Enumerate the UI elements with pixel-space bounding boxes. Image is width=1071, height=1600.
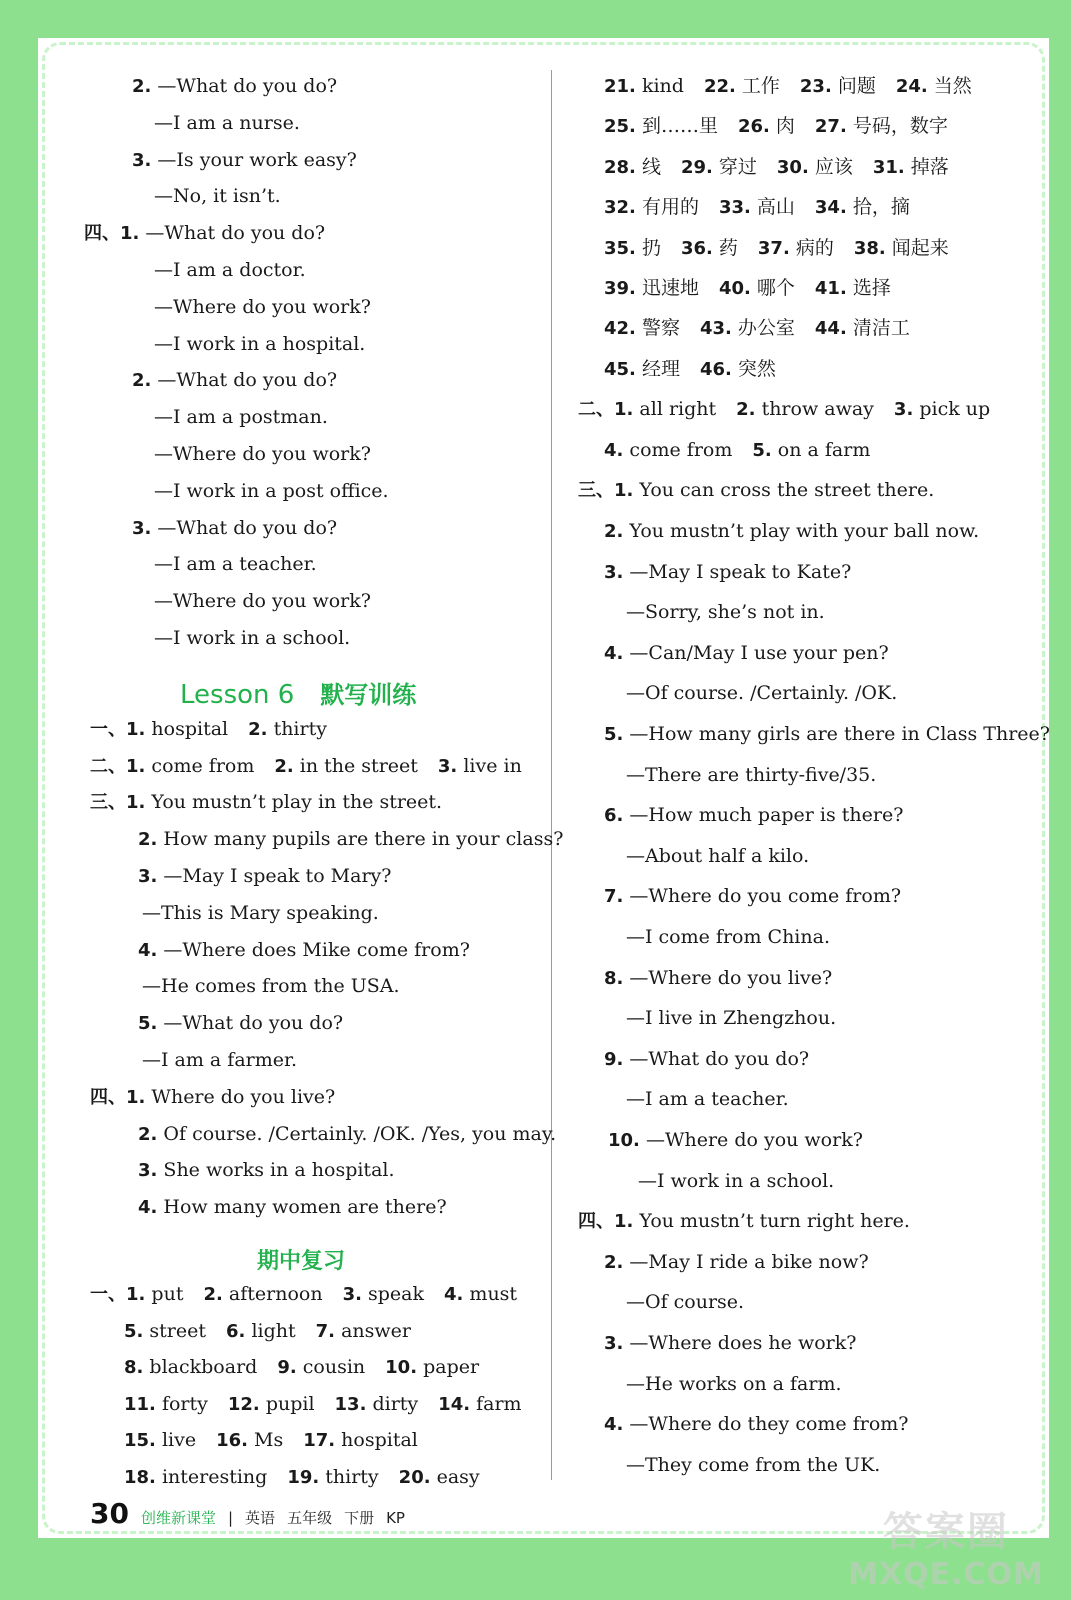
right-answer-line — [604, 560, 851, 585]
answer-text: come from — [151, 754, 255, 777]
item-number: 四、1. — [84, 223, 140, 245]
answer-text: thirty — [325, 1466, 379, 1488]
footer-separator: | — [227, 1509, 234, 1527]
footer-brand: 创维新课堂 — [140, 1509, 216, 1527]
item-number: 30. — [776, 156, 809, 178]
lesson6-answer-line — [138, 1122, 556, 1147]
right-answer-line — [604, 803, 903, 828]
left-answer-line — [154, 442, 371, 466]
item-number: 2. — [138, 829, 158, 851]
item-number: 17. — [303, 1430, 336, 1452]
item-number: 39. — [604, 278, 636, 299]
right-answer-line — [604, 438, 870, 463]
answer-text: —Where do you work? — [154, 295, 371, 318]
item-number: 一、1. — [90, 1284, 146, 1305]
left-answer-line — [154, 332, 365, 356]
watermark-logo — [848, 1500, 1044, 1592]
lesson6-answer-line — [138, 864, 391, 889]
answer-text: 到……里 — [641, 115, 718, 138]
lesson6-answer-line — [138, 827, 563, 852]
item-number: 2. — [132, 76, 152, 97]
item-number: 三、1. — [578, 480, 634, 502]
watermark-line1: 答案圈 — [883, 1509, 1009, 1555]
lesson6-answer-line — [90, 790, 442, 815]
answer-text: —What do you do? — [157, 75, 338, 97]
answer-text: 肉 — [775, 115, 795, 138]
item-number: 10. — [608, 1130, 640, 1151]
answer-text: afternoon — [228, 1283, 323, 1305]
answer-text: easy — [436, 1466, 480, 1488]
answer-text: —What do you do? — [145, 222, 326, 245]
answer-text: dirty — [372, 1392, 419, 1415]
item-number: 31. — [872, 156, 905, 178]
answer-text: —I am a doctor. — [154, 259, 306, 281]
right-answer-line — [604, 236, 949, 261]
item-number: 14. — [438, 1393, 471, 1415]
answer-text: —He works on a farm. — [626, 1372, 842, 1395]
midterm-answer-line — [90, 1282, 517, 1307]
right-answer-line — [604, 641, 889, 666]
lesson6-heading — [180, 675, 416, 710]
answer-text: 选择 — [852, 277, 891, 299]
item-number: 3. — [132, 149, 152, 171]
right-answer-line — [626, 1290, 744, 1314]
right-answer-line — [578, 397, 990, 422]
right-answer-line — [604, 74, 972, 99]
left-answer-line — [154, 295, 371, 319]
lesson-label: Lesson 6 — [180, 679, 295, 710]
left-answer-line — [84, 221, 325, 246]
answer-text: throw away — [761, 398, 874, 421]
answer-text: 办公室 — [737, 317, 795, 340]
lesson6-answer-line — [138, 1011, 343, 1036]
right-answer-line — [604, 1047, 809, 1072]
answer-text: She works in a hospital. — [163, 1159, 395, 1182]
answer-text: hospital — [151, 717, 229, 740]
answer-text: —Where do you work? — [154, 590, 371, 613]
answer-text: —Is your work easy? — [157, 148, 357, 171]
footer-term: 下册 — [344, 1509, 375, 1527]
item-number: 43. — [699, 318, 732, 340]
item-number: 4. — [604, 439, 624, 461]
item-number: 4. — [138, 939, 158, 961]
right-answer-line — [626, 681, 897, 705]
answer-text: —Where does he work? — [629, 1332, 857, 1354]
footer-edition: KP — [386, 1509, 405, 1527]
item-number: 16. — [216, 1430, 248, 1452]
item-number: 19. — [287, 1467, 320, 1488]
page-footer — [90, 1497, 405, 1530]
answer-text: 掉落 — [910, 155, 949, 178]
right-answer-line — [608, 1128, 863, 1153]
answer-text: —Of course. /Certainly. /OK. — [626, 682, 898, 705]
right-answer-line — [604, 884, 901, 909]
answer-text: light — [251, 1319, 296, 1342]
item-number: 二、1. — [90, 755, 146, 777]
item-number: 9. — [277, 1357, 297, 1379]
answer-text: —Where do you work? — [645, 1129, 863, 1151]
answer-text: Of course. /Certainly. /OK. /Yes, you may. — [163, 1122, 557, 1145]
lesson6-answer-line — [142, 974, 400, 998]
answer-text: —May I speak to Kate? — [629, 560, 852, 583]
item-number: 8. — [124, 1357, 144, 1379]
item-number: 3. — [604, 561, 624, 583]
item-number: 3. — [342, 1284, 362, 1305]
item-number: 2. — [604, 521, 624, 542]
answer-text: —I am a teacher. — [154, 553, 317, 576]
left-answer-line — [154, 589, 371, 613]
answer-text: —What do you do? — [629, 1047, 810, 1070]
answer-text: —What do you do? — [163, 1012, 344, 1035]
item-number: 3. — [132, 517, 152, 539]
lesson6-answer-line — [138, 1195, 447, 1220]
answer-text: —Where do you come from? — [629, 885, 902, 908]
right-answer-line — [604, 357, 776, 382]
right-answer-line — [604, 966, 832, 991]
item-number: 15. — [124, 1430, 156, 1452]
right-answer-line — [626, 925, 830, 949]
answer-text: 穿过 — [718, 155, 757, 178]
item-number: 5. — [124, 1320, 144, 1342]
item-number: 18. — [124, 1467, 156, 1488]
midterm-answer-line — [124, 1465, 480, 1490]
answer-text: —I live in Zhengzhou. — [626, 1007, 837, 1030]
item-number: 3. — [437, 755, 458, 777]
item-number: 21. — [604, 76, 636, 97]
item-number: 2. — [604, 1251, 624, 1273]
answer-text: You mustn’t play with your ball now. — [629, 520, 980, 542]
item-number: 2. — [248, 718, 268, 740]
answer-text: —Where do you work? — [154, 443, 371, 465]
answer-text: —They come from the UK. — [626, 1453, 881, 1476]
item-number: 4. — [138, 1197, 158, 1219]
left-answer-line — [154, 111, 300, 135]
item-number: 2. — [736, 399, 756, 421]
answer-text: 清洁工 — [852, 317, 910, 340]
answer-text: answer — [341, 1319, 411, 1342]
right-answer-line — [604, 316, 910, 341]
answer-text: —This is Mary speaking. — [142, 901, 379, 924]
answer-text: 哪个 — [756, 277, 795, 299]
answer-text: —I come from China. — [626, 926, 830, 948]
item-number: 23. — [799, 76, 832, 97]
answer-text: 迅速地 — [641, 277, 699, 299]
answer-text: —There are thirty-five/35. — [626, 763, 877, 786]
item-number: 29. — [680, 156, 713, 178]
left-answer-line — [154, 184, 281, 208]
answer-text: come from — [629, 438, 733, 461]
item-number: 26. — [737, 116, 770, 138]
answer-text: 当然 — [933, 75, 972, 97]
answer-text: —Where do they come from? — [629, 1413, 909, 1436]
item-number: 34. — [814, 197, 847, 219]
answer-text: You mustn’t play in the street. — [151, 791, 443, 814]
answer-text: —Where do you live? — [629, 966, 833, 989]
right-answer-line — [578, 1209, 910, 1234]
answer-text: 病的 — [795, 236, 834, 259]
footer-grade: 五年级 — [287, 1509, 333, 1527]
answer-text: cousin — [302, 1356, 366, 1379]
answer-text: —I am a nurse. — [154, 111, 300, 134]
right-answer-line — [604, 1331, 856, 1356]
lesson6-answer-line — [90, 754, 522, 779]
answer-text: —I work in a hospital. — [154, 332, 366, 355]
answer-text: You can cross the street there. — [639, 479, 935, 502]
item-number: 6. — [604, 805, 624, 827]
left-answer-line — [154, 405, 328, 429]
item-number: 33. — [718, 197, 751, 219]
item-number: 44. — [814, 318, 847, 340]
answer-text: —I am a teacher. — [626, 1088, 789, 1111]
right-answer-line — [604, 155, 949, 180]
page-number: 30 — [90, 1497, 129, 1530]
item-number: 4. — [604, 1414, 624, 1436]
answer-text: 闻起来 — [891, 236, 949, 259]
item-number: 8. — [604, 967, 624, 989]
right-answer-line — [638, 1169, 834, 1193]
answer-text: —May I speak to Mary? — [163, 865, 392, 887]
right-answer-line — [626, 1372, 842, 1396]
item-number: 5. — [604, 724, 624, 745]
answer-text: hospital — [341, 1429, 418, 1452]
answer-text: —I work in a school. — [638, 1169, 835, 1192]
item-number: 7. — [604, 886, 624, 908]
lesson6-answer-line — [90, 1085, 335, 1110]
answer-text: —I am a farmer. — [142, 1049, 298, 1071]
answer-text: —I am a postman. — [154, 406, 328, 429]
right-answer-line — [578, 478, 934, 503]
item-number: 24. — [895, 76, 928, 97]
answer-text: —No, it isn’t. — [154, 185, 281, 208]
right-answer-line — [626, 1087, 789, 1111]
item-number: 10. — [385, 1357, 418, 1379]
item-number: 12. — [227, 1393, 260, 1415]
answer-text: —Sorry, she’s not in. — [626, 601, 825, 624]
left-answer-line — [154, 479, 389, 503]
answer-text: 药 — [718, 236, 738, 259]
answer-text: 扔 — [641, 236, 661, 259]
answer-text: Where do you live? — [151, 1085, 336, 1108]
item-number: 11. — [124, 1393, 156, 1415]
lesson6-answer-line — [90, 717, 327, 742]
item-number: 32. — [604, 197, 636, 219]
answer-text: forty — [161, 1392, 208, 1415]
answer-text: put — [151, 1283, 184, 1305]
item-number: 4. — [444, 1284, 464, 1305]
midterm-answer-line — [124, 1319, 411, 1344]
answer-text: 号码，数字 — [852, 115, 948, 138]
midterm-answer-line — [124, 1355, 479, 1380]
answer-text: 有用的 — [641, 196, 699, 219]
item-number: 一、1. — [90, 718, 146, 740]
item-number: 28. — [604, 156, 636, 178]
item-number: 20. — [398, 1467, 431, 1488]
item-number: 2. — [132, 370, 152, 392]
right-answer-line — [626, 844, 809, 868]
answer-text: —Where does Mike come from? — [163, 938, 470, 961]
answer-text: 问题 — [837, 75, 876, 97]
right-answer-line — [604, 1250, 869, 1275]
right-answer-line — [626, 600, 825, 624]
answer-text: 拾，摘 — [852, 196, 910, 219]
answer-text: pupil — [265, 1392, 315, 1415]
item-number: 3. — [893, 399, 914, 421]
item-number: 45. — [604, 358, 636, 380]
answer-text: 突然 — [737, 357, 776, 380]
item-number: 42. — [604, 318, 636, 340]
answer-text: How many women are there? — [163, 1196, 447, 1219]
answer-text: speak — [368, 1283, 424, 1305]
item-number: 40. — [718, 278, 751, 299]
answer-text: —I work in a school. — [154, 627, 351, 649]
answer-text: Ms — [254, 1429, 284, 1452]
answer-text: on a farm — [777, 438, 871, 461]
lesson6-answer-line — [138, 938, 470, 963]
answer-text: paper — [423, 1356, 480, 1379]
item-number: 46. — [699, 358, 732, 380]
item-number: 四、1. — [578, 1211, 634, 1233]
right-answer-line — [604, 1412, 908, 1437]
item-number: 22. — [703, 76, 736, 97]
answer-text: 警察 — [641, 317, 680, 340]
answer-text: You mustn’t turn right here. — [639, 1210, 910, 1233]
answer-text: street — [149, 1319, 207, 1342]
item-number: 27. — [814, 116, 847, 138]
item-number: 13. — [334, 1393, 367, 1415]
item-number: 2. — [274, 755, 294, 777]
answer-text: 应该 — [814, 155, 853, 178]
item-number: 4. — [604, 642, 624, 664]
midterm-answer-line — [124, 1428, 418, 1453]
answer-text: —How much paper is there? — [629, 804, 904, 827]
answer-text: —How many girls are there in Class Three? — [629, 723, 1050, 745]
left-answer-line — [132, 368, 337, 393]
answer-text: in the street — [299, 754, 418, 777]
right-answer-line — [626, 763, 876, 787]
item-number: 35. — [604, 237, 636, 259]
right-answer-line — [626, 1006, 836, 1030]
answer-text: —May I ride a bike now? — [629, 1250, 869, 1273]
item-number: 四、1. — [90, 1086, 146, 1108]
item-number: 5. — [138, 1013, 158, 1035]
left-answer-line — [132, 516, 337, 541]
answer-text: must — [469, 1283, 518, 1305]
answer-text: thirty — [273, 717, 327, 740]
right-answer-line — [604, 195, 910, 220]
answer-text: live — [161, 1429, 197, 1452]
column-divider — [551, 70, 552, 1480]
item-number: 6. — [226, 1320, 246, 1342]
left-answer-line — [132, 148, 357, 173]
answer-text: —About half a kilo. — [626, 844, 810, 867]
footer-subject: 英语 — [245, 1509, 276, 1527]
item-number: 37. — [757, 237, 790, 259]
watermark-line2: MXQE.COM — [848, 1557, 1044, 1592]
item-number: 38. — [853, 237, 886, 259]
answer-text: live in — [463, 754, 522, 777]
answer-text: —Can/May I use your pen? — [629, 641, 889, 664]
right-answer-line — [604, 519, 979, 544]
right-answer-line — [604, 276, 891, 301]
item-number: 3. — [604, 1333, 624, 1354]
answer-text: How many pupils are there in your class? — [163, 828, 564, 851]
answer-text: interesting — [161, 1466, 268, 1488]
answer-text: 工作 — [741, 75, 780, 97]
item-number: 2. — [203, 1284, 223, 1305]
item-number: 7. — [315, 1320, 336, 1342]
answer-text: 高山 — [756, 196, 795, 219]
item-number: 3. — [138, 1160, 158, 1182]
right-answer-line — [604, 114, 948, 139]
lesson6-answer-line — [138, 1158, 395, 1183]
item-number: 3. — [138, 866, 158, 887]
left-answer-line — [154, 258, 306, 282]
lesson-title: 默写训练 — [320, 680, 417, 709]
left-answer-line — [154, 552, 317, 576]
answer-text: all right — [639, 398, 717, 421]
lesson6-answer-line — [142, 901, 379, 925]
item-number: 9. — [604, 1048, 624, 1070]
answer-text: —What do you do? — [157, 369, 338, 392]
item-number: 25. — [604, 116, 636, 138]
right-answer-line — [626, 1453, 880, 1477]
midterm-heading: 期中复习 — [257, 1249, 346, 1274]
left-answer-line — [132, 74, 337, 99]
answer-text: farm — [476, 1392, 522, 1415]
answer-text: pick up — [919, 398, 991, 421]
midterm-answer-line — [124, 1392, 522, 1417]
answer-text: blackboard — [149, 1356, 258, 1379]
item-number: 2. — [138, 1123, 158, 1145]
answer-text: kind — [641, 75, 684, 97]
answer-text: —What do you do? — [157, 516, 338, 539]
item-number: 二、1. — [578, 399, 634, 421]
item-number: 5. — [752, 439, 772, 461]
answer-text: —Of course. — [626, 1291, 745, 1314]
right-answer-line — [604, 722, 1050, 747]
lesson6-answer-line — [142, 1048, 297, 1072]
item-number: 36. — [680, 237, 713, 259]
answer-text: —He comes from the USA. — [142, 975, 400, 998]
left-answer-line — [154, 626, 350, 650]
item-number: 41. — [814, 278, 847, 299]
item-number: 三、1. — [90, 792, 146, 814]
answer-text: 经理 — [641, 357, 680, 380]
answer-text: —I work in a post office. — [154, 479, 389, 502]
answer-text: 线 — [641, 155, 661, 178]
